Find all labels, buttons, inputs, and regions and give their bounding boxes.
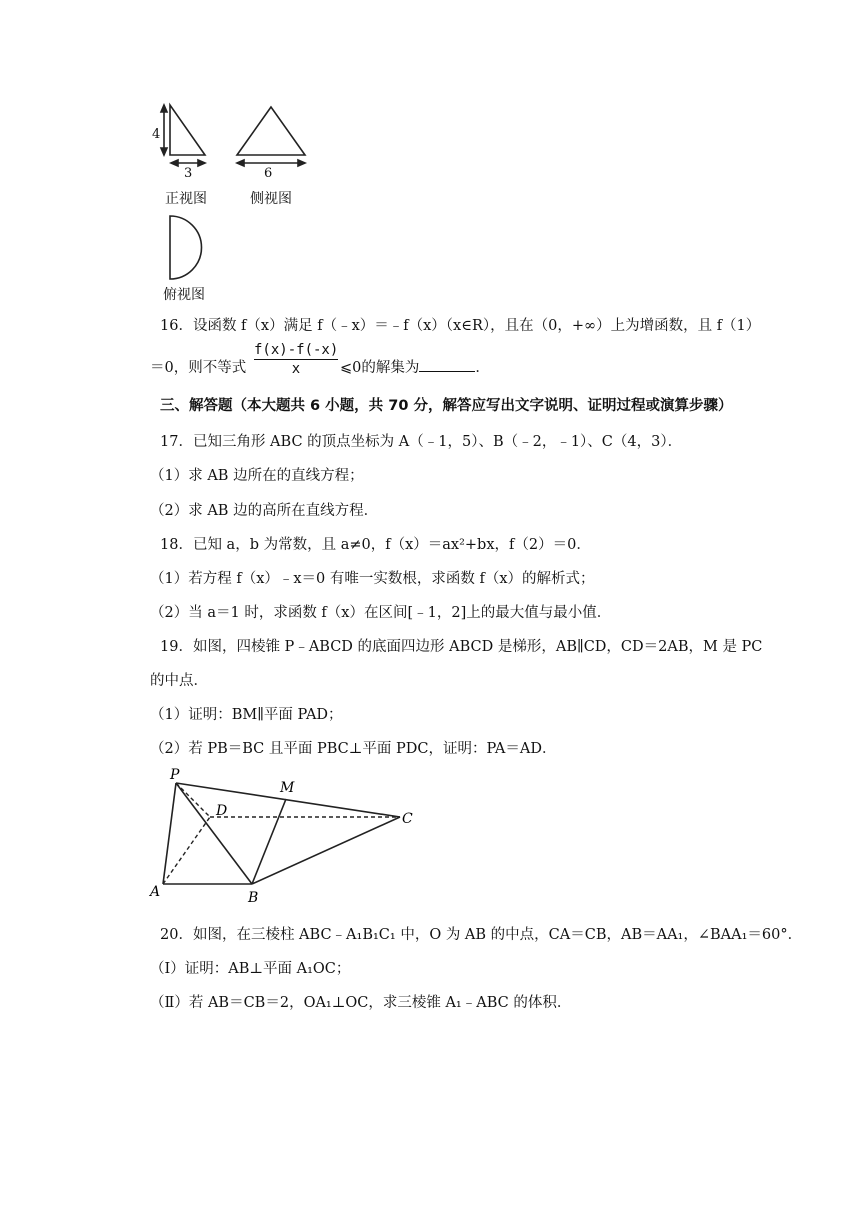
fraction-numerator: f(x)-f(-x) [254,342,339,358]
edge-PB [176,783,252,884]
label-P: P [170,767,180,783]
pyramid-figure [140,760,430,910]
q16-post-text: ⩽0的解集为 [340,360,420,376]
q19-part2: （2）若 PB＝BC 且平面 PBC⊥平面 PDC，证明：PA＝AD． [150,741,557,757]
front-view-caption: 正视图 [165,191,207,207]
q17-stem: 17．已知三角形 ABC 的顶点坐标为 A（﹣1，5）、B（﹣2，﹣1）、C（4，3）． [160,434,683,450]
q20-part2: （Ⅱ）若 AB＝CB＝2，OA₁⊥OC，求三棱锥 A₁﹣ABC 的体积． [150,995,572,1011]
label-A: A [150,884,161,900]
label-D: D [216,803,228,819]
q19-stem-line1: 19．如图，四棱锥 P﹣ABCD 的底面四边形 ABCD 是梯形，AB∥CD，CD＝2AB，M 是 PC [160,639,763,655]
q16-line2-pre: ＝0，则不等式 [150,360,247,376]
label-C: C [402,811,413,827]
front-view [161,105,205,166]
side-view [237,107,305,166]
q20-part1: （Ⅰ）证明：AB⊥平面 A₁OC； [150,961,351,977]
edge-PA [163,783,176,884]
q20-stem: 20．如图，在三棱柱 ABC﹣A₁B₁C₁ 中，O 为 AB 的中点，CA＝CB，AB＝AA₁，∠BAA₁＝60°． [160,927,803,943]
q17-part1: （1）求 AB 边所在的直线方程； [150,468,364,484]
q18-part2: （2）当 a＝1 时，求函数 f（x）在区间[﹣1，2]上的最大值与最小值． [150,605,612,621]
top-view-caption: 俯视图 [163,287,205,303]
q17-part2: （2）求 AB 边的高所在直线方程． [150,503,379,519]
side-base-label: 6 [264,166,273,181]
q19-part1: （1）证明：BM∥平面 PAD； [150,707,343,723]
q18-stem: 18．已知 a，b 为常数，且 a≠0，f（x）＝ax²+bx，f（2）＝0． [160,537,591,553]
answer-blank[interactable] [419,359,475,372]
top-view [170,216,202,279]
q16-line2-post [340,356,490,377]
side-view-caption: 侧视图 [250,191,292,207]
q19-stem-line2: 的中点． [150,673,208,689]
q16-end: ． [475,360,490,376]
fraction-denominator: x [291,361,301,377]
label-M: M [280,780,295,796]
front-height-label: 4 [152,127,161,142]
q18-part1: （1）若方程 f（x）﹣x＝0 有唯一实数根，求函数 f（x）的解析式； [150,571,595,587]
label-B: B [248,890,259,906]
front-base-label: 3 [184,166,193,181]
q16-fraction [254,342,338,377]
q16-line1: 16．设函数 f（x）满足 f（﹣x）＝﹣f（x）（x∈R），且在（0，+∞）上为增函数，且 f（1） [160,318,761,334]
fraction-bar [254,359,338,360]
section-3-header: 三、解答题（本大题共 6 小题，共 70 分，解答应写出文字说明、证明过程或演算步骤） [160,398,733,414]
